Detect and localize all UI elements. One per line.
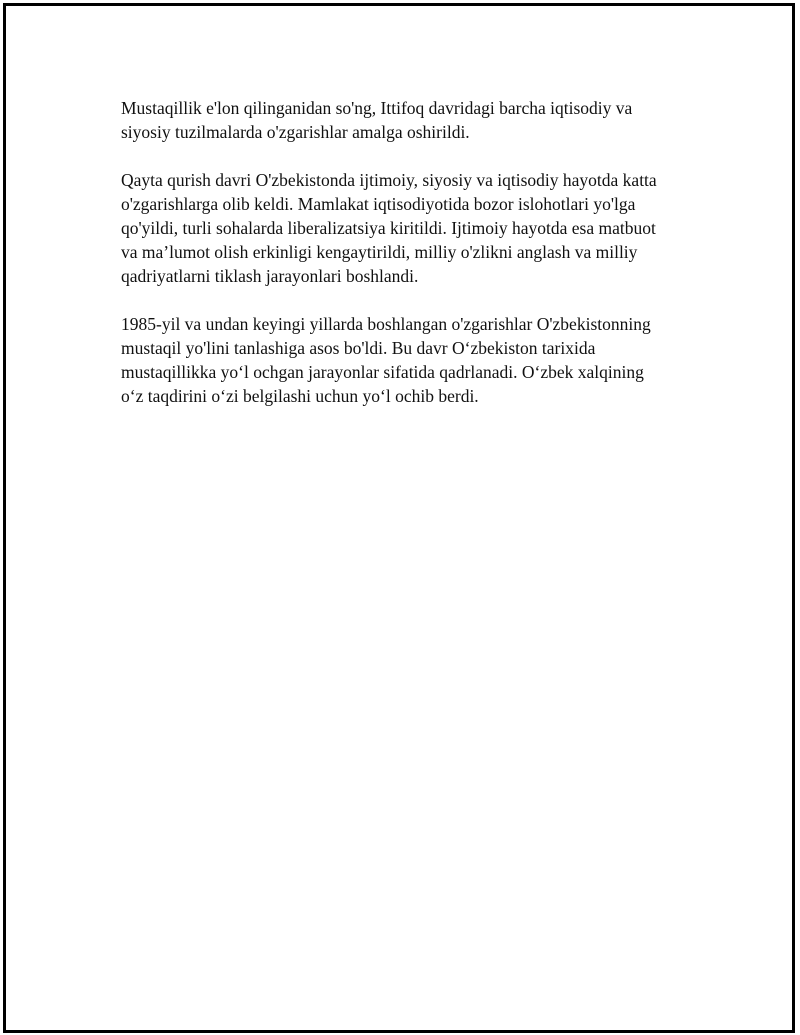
document-body	[121, 96, 706, 432]
document-page	[3, 3, 795, 1033]
paragraph: Mustaqillik e'lon qilinganidan so'ng, Ittifoq davridagi barcha iqtisodiy va siyosiy tuzilmalarda o'zgarishlar amalga oshirildi.	[121, 98, 633, 142]
paragraph: Qayta qurish davri O'zbekistonda ijtimoiy, siyosiy va iqtisodiy hayotda katta o'zgarishlarga olib keldi. Mamlakat iqtisodiyotida bozor islohotlari yo'lga qo'yildi, turli sohalarda liberalizatsiya kiritildi. Ijtimoiy hayotda esa matbuot va ma’lumot olish erkinligi kengaytirildi, milliy o'zlikni anglash va milliy qadriyatlarni tiklash jarayonlari boshlandi.	[121, 170, 657, 286]
paragraph: 1985-yil va undan keyingi yillarda boshlangan o'zgarishlar O'zbekistonning mustaqil yo'lini tanlashiga asos bo'ldi. Bu davr O‘zbekiston tarixida mustaqillikka yo‘l ochgan jarayonlar sifatida qadrlanadi. O‘zbek xalqining o‘z taqdirini o‘zi belgilashi uchun yo‘l ochib berdi.	[121, 314, 651, 406]
